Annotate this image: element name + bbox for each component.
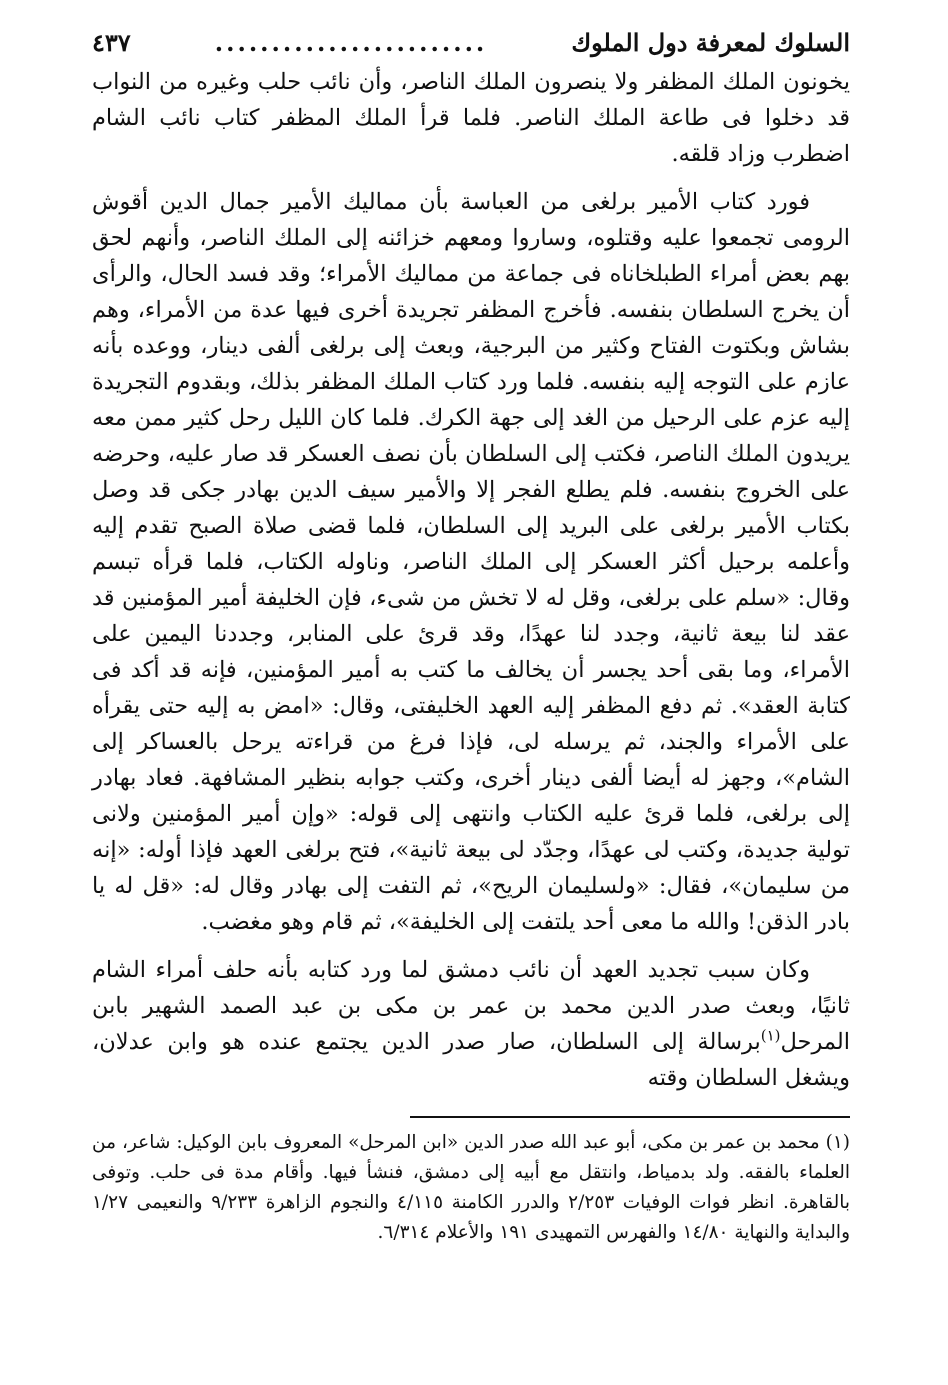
book-page (92, 22, 850, 1362)
paragraph-3 (92, 952, 850, 1096)
paragraph-2: فورد كتاب الأمير برلغى من العباسة بأن مماليك الأمير جمال الدين أقوش الرومى تجمعوا عليه وقتلوه، وساروا ومعهم خزائنه إلى الملك الناصر، وأنهم لحق بهم بعض أمراء الطبلخاناه فى جماعة من مماليك الأمراء؛ وقد فسد الحال، والرأى أن يخرج السلطان بنفسه. فأخرج المظفر تجريدة أخرى فيها عدة من الأمراء، وهم بشاش وبكتوت الفتاح وكثير من البرجية، وبعث إلى برلغى ألفى دينار، ووعده بأنه عازم على التوجه إليه بنفسه. فلما ورد كتاب الملك المظفر بذلك، وبقدوم التجريدة إليه عزم على الرحيل من الغد إلى جهة الكرك. فلما كان الليل رحل كثير ممن معه يريدون الملك الناصر، فكتب إلى السلطان بأن نصف العسكر قد صار عليه، وحرضه على الخروج بنفسه. فلم يطلع الفجر إلا والأمير سيف الدين بهادر جكى قد وصل بكتاب الأمير برلغى على البريد إلى السلطان، فلما قضى صلاة الصبح تقدم إليه وأعلمه برحيل أكثر العسكر إلى الملك الناصر، وناوله الكتاب، فلما قرأه تبسم وقال: «سلم على برلغى، وقل له لا تخش من شىء، فإن الخليفة أمير المؤمنين قد عقد لنا بيعة ثانية، وجدد لنا عهدًا، وقد قرئ على المنابر، وجددنا اليمين على الأمراء، وما بقى أحد يجسر أن يخالف ما كتب به أمير المؤمنين، فإنه قد أكد فى كتابة العقد». ثم دفع المظفر إليه العهد الخليفتى، وقال: «امض به إليه حتى يقرأه على الأمراء والجند، ثم يرسله لى، فإذا فرغ من قراءته يرحل بالعساكر إلى الشام»، وجهز له أيضا ألفى دينار أخرى، وكتب جوابه بنظير المشافهة. فعاد بهادر إلى برلغى، فلما قرئ عليه الكتاب وانتهى إلى قوله: «وإن أمير المؤمنين ولانى تولية جديدة، وكتب لى عهدًا، وجدّد لى بيعة ثانية»، فتح برلغى العهد فإذا أوله: «إنه من سليمان»، فقال: «ولسليمان الريح»، ثم التفت إلى بهادر وقال له: «قل له يا بادر الذقن! والله ما معى أحد يلتفت إلى الخليفة»، ثم قام وهو مغضب. (92, 189, 850, 935)
page-number: ٤٣٧ (92, 28, 131, 57)
main-text (92, 64, 850, 1096)
footnote (92, 1128, 850, 1248)
paragraph-3-part-2: برسالة إلى السلطان، صار صدر الدين يجتمع عنده هو وابن عدلان، ويشغل السلطان وقته (92, 1029, 850, 1091)
running-head (92, 22, 850, 64)
footnote-text: (١) محمد بن عمر بن مكى، أبو عبد الله صدر الدين «ابن المرحل» المعروف بابن الوكيل: شاعر، من العلماء بالفقه. ولد بدمياط، وانتقل مع أبيه إلى دمشق، فنشأ فيها. وأقام مدة فى حلب. وتوفى بالقاهرة. انظر فوات الوفيات ٢/٢٥٣ والدرر الكامنة ٤/١١٥ والنجوم الزاهرة ٩/٢٣٣ والنعيمى ١/٢٧ والبداية والنهاية ١٤/٨٠ والفهرس التمهيدى ١٩١ والأعلام ٦/٣١٤. (92, 1132, 850, 1243)
footnote-marker[interactable]: (١) (760, 1026, 781, 1045)
running-head-dots: ........................ (214, 28, 488, 57)
paragraph-1: يخونون الملك المظفر ولا ينصرون الملك الناصر، وأن نائب حلب وغيره من النواب قد دخلوا فى طاعة الملك الناصر. فلما قرأ الملك المظفر كتاب نائب الشام اضطرب وزاد قلقه. (92, 69, 850, 167)
running-head-title: السلوك لمعرفة دول الملوك (571, 28, 850, 57)
paragraph-3-part-1: وكان سبب تجديد العهد أن نائب دمشق لما ورد كتابه بأنه حلف أمراء الشام ثانيًا، وبعث صدر الدين محمد بن عمر بن مكى بن عبد الصمد الشهير بابن المرحل (92, 957, 850, 1055)
footnote-divider (410, 1116, 850, 1118)
